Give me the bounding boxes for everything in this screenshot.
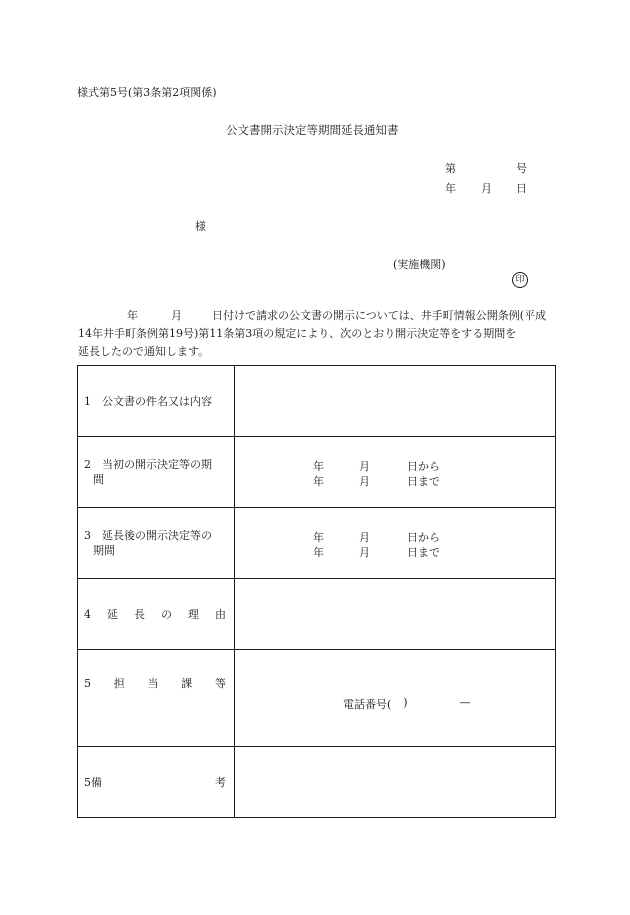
original-period-label-line-1: 2 当初の開示決定等の期 bbox=[84, 458, 212, 471]
original-period-label bbox=[78, 437, 235, 508]
department-label-char: 等 bbox=[215, 677, 226, 690]
subject-value bbox=[235, 366, 556, 437]
extended-period-to bbox=[313, 545, 440, 560]
original-to-month: 月 bbox=[359, 475, 370, 488]
reason-value bbox=[235, 579, 556, 650]
body-year: 年 bbox=[127, 309, 138, 322]
remarks-label-char: 5 bbox=[84, 775, 91, 789]
phone-dash: — bbox=[459, 696, 471, 709]
table-row bbox=[78, 650, 556, 747]
reason-label-char: の bbox=[161, 607, 172, 621]
issue-date-day: 日 bbox=[516, 182, 527, 195]
phone-label: 電話番号( bbox=[343, 698, 392, 711]
original-from-day: 日から bbox=[407, 460, 440, 473]
extended-to-month: 月 bbox=[359, 546, 370, 559]
table-row bbox=[78, 579, 556, 650]
remarks-value bbox=[235, 747, 556, 818]
department-label bbox=[78, 650, 235, 747]
body-line-3: 延長したので通知します。 bbox=[78, 345, 210, 358]
issue-date-year: 年 bbox=[445, 182, 456, 195]
body-line-2: 14年井手町条例第19号)第11条第3項の規定により、次のとおり開示決定等をする期間を bbox=[78, 327, 517, 340]
remarks-label-char: 考 bbox=[215, 775, 226, 789]
extended-period-from bbox=[313, 530, 440, 545]
remarks-label-char: 備 bbox=[91, 775, 102, 789]
department-label-char: 担 bbox=[113, 677, 125, 690]
phone-number bbox=[343, 696, 471, 712]
reason-label-char: 由 bbox=[215, 607, 226, 621]
department-label-char: 当 bbox=[147, 677, 159, 690]
body-month: 月 bbox=[171, 309, 182, 322]
reason-label bbox=[78, 579, 235, 650]
extended-period-value bbox=[235, 508, 556, 579]
body-line-1 bbox=[78, 307, 556, 325]
original-period-to bbox=[313, 474, 440, 489]
addressee-suffix: 様 bbox=[195, 220, 206, 233]
phone-close-paren: ) bbox=[403, 696, 408, 709]
form-id: 様式第5号(第3条第2項関係) bbox=[77, 86, 217, 99]
body-line-1-text: 日付けで請求の公文書の開示については、井手町情報公開条例(平成 bbox=[212, 309, 547, 322]
extended-from-year: 年 bbox=[313, 531, 324, 544]
extended-period-label-line-2: 期間 bbox=[93, 544, 115, 557]
table-row bbox=[78, 508, 556, 579]
extended-from-month: 月 bbox=[359, 531, 370, 544]
reason-label-char: 長 bbox=[134, 607, 145, 621]
extended-to-year: 年 bbox=[313, 546, 324, 559]
original-period-label-line-2: 間 bbox=[93, 473, 104, 486]
department-value bbox=[235, 650, 556, 747]
extended-period-label-line-1: 3 延長後の開示決定等の bbox=[84, 529, 212, 542]
table-row bbox=[78, 437, 556, 508]
reason-label-char: 理 bbox=[188, 607, 199, 621]
table-row bbox=[78, 747, 556, 818]
original-to-year: 年 bbox=[313, 475, 324, 488]
original-period-value bbox=[235, 437, 556, 508]
original-from-month: 月 bbox=[359, 460, 370, 473]
seal-mark: 印 bbox=[512, 272, 528, 288]
department-label-char: 課 bbox=[181, 677, 193, 690]
subject-label: 1 公文書の件名又は内容 bbox=[78, 366, 235, 437]
table-row bbox=[78, 366, 556, 437]
extended-to-day: 日まで bbox=[407, 546, 440, 559]
remarks-label bbox=[78, 747, 235, 818]
extended-period-label bbox=[78, 508, 235, 579]
document-title: 公文書開示決定等期間延長通知書 bbox=[226, 123, 399, 137]
body-paragraph bbox=[78, 307, 556, 361]
extended-from-day: 日から bbox=[407, 531, 440, 544]
department-label-char: 5 bbox=[84, 677, 91, 690]
original-to-day: 日まで bbox=[407, 475, 440, 488]
document-number-suffix: 号 bbox=[516, 162, 527, 175]
original-period-from bbox=[313, 459, 440, 474]
original-from-year: 年 bbox=[313, 460, 324, 473]
reason-label-char: 延 bbox=[107, 607, 118, 621]
notice-table bbox=[77, 365, 556, 818]
implementing-agency: (実施機関) bbox=[393, 258, 446, 271]
document-number-label: 第 bbox=[445, 162, 456, 175]
reason-label-char: 4 bbox=[84, 607, 91, 621]
issue-date-month: 月 bbox=[481, 182, 492, 195]
